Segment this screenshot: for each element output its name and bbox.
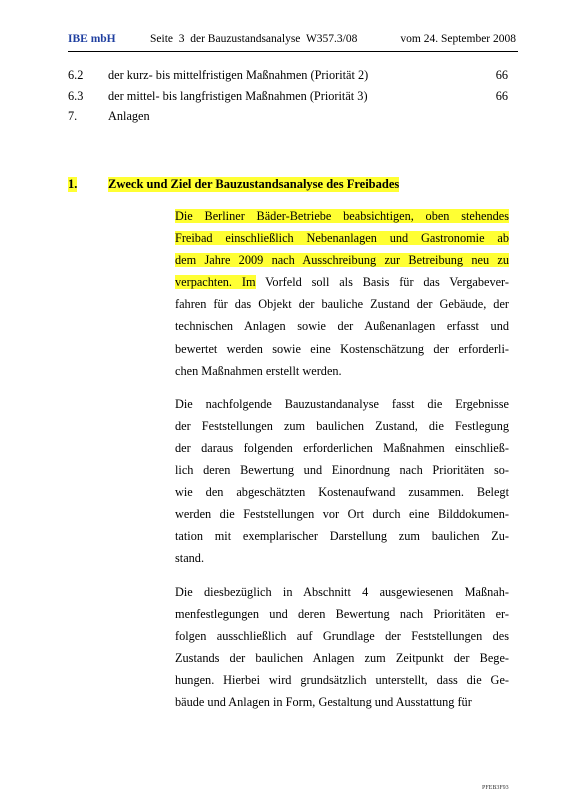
text-run: tation mit exemplarischer Darstellung zum baulichen Zu- <box>175 529 509 544</box>
highlighted-text: Die Berliner Bäder-Betriebe beabsichtigen, oben stehendes <box>175 209 509 223</box>
text-run: Vorfeld soll als Basis für das Vergabever- <box>255 275 509 290</box>
text-line <box>175 691 509 713</box>
toc-number: 7. <box>68 109 78 123</box>
text-line <box>175 293 509 315</box>
toc-entry <box>68 109 508 130</box>
text-line <box>175 481 509 503</box>
text-run: wie den abgeschätzten Kostenaufwand zusammen. Belegt <box>175 485 509 500</box>
text-run: menfestlegungen und deren Bewertung nach Prioritäten er- <box>175 606 509 621</box>
text-line <box>175 459 509 481</box>
text-line <box>175 315 509 337</box>
text-line <box>175 415 509 437</box>
text-run: technischen Anlagen sowie der Außenanlagen erfasst und <box>175 319 509 334</box>
highlighted-text: Freibad einschließlich Nebenanlagen und Gastronomie ab <box>175 231 509 246</box>
toc-entry <box>68 89 508 110</box>
section-number: 1. <box>68 177 78 191</box>
company-name: IBE mbH <box>68 33 116 45</box>
text-run: folgen ausschließlich auf Grundlage der Feststellungen des <box>175 628 509 643</box>
toc-number: 6.2 <box>68 68 84 82</box>
text-run: Zustands der baulichen Anlagen zum Zeitpunkt der Bege- <box>175 650 509 665</box>
toc-number: 6.3 <box>68 88 84 103</box>
paragraph <box>175 205 509 382</box>
paragraph <box>175 581 509 714</box>
text-line <box>175 437 509 459</box>
text-line <box>175 603 509 625</box>
text-line <box>175 525 509 547</box>
highlighted-text: verpachten. Im <box>175 275 256 290</box>
text-line <box>175 647 509 669</box>
text-line <box>175 547 509 569</box>
page-header <box>68 33 518 52</box>
toc-page: 66 <box>495 68 508 82</box>
document-date: vom 24. September 2008 <box>400 33 516 45</box>
text-run: bewertet werden sowie eine Kostenschätzung der erforderli- <box>175 341 509 356</box>
text-run: Die nachfolgende Bauzustandanalyse fasst die Ergebnisse <box>175 396 509 411</box>
text-run: hungen. Hierbei wird grundsätzlich unterstellt, dass die Ge- <box>175 672 509 687</box>
section-title: Zweck und Ziel der Bauzustandsanalyse des Freibades <box>108 177 400 191</box>
document-code: PFEB3F93 <box>482 785 509 791</box>
text-line <box>175 227 509 249</box>
text-line <box>175 360 509 382</box>
text-run: lich deren Bewertung und Einordnung nach Prioritäten so- <box>175 463 509 478</box>
highlighted-text: dem Jahre 2009 nach Ausschreibung zur Betreibung neu zu <box>175 253 509 268</box>
text-run: fahren für das Objekt der bauliche Zustand der Gebäude, der <box>175 297 509 312</box>
text-run: werden die Feststellungen vor Ort durch eine Bilddokumen- <box>175 507 509 522</box>
toc-title: der kurz- bis mittelfristigen Maßnahmen (Priorität 2) <box>108 68 369 82</box>
text-run: stand. <box>175 551 205 566</box>
toc-page: 66 <box>495 88 508 103</box>
text-run: der Feststellungen zum baulichen Zustand, die Festlegung <box>175 418 509 433</box>
page-info: Seite 3 der Bauzustandsanalyse W357.3/08 <box>150 33 358 45</box>
text-line <box>175 393 509 415</box>
text-run: Die diesbezüglich in Abschnitt 4 ausgewiesenen Maßnah- <box>175 584 509 599</box>
text-run: der daraus folgenden erforderlichen Maßnahmen einschließ- <box>175 440 509 455</box>
text-run: chen Maßnahmen erstellt werden. <box>175 363 342 378</box>
text-line <box>175 271 509 293</box>
text-line <box>175 205 509 227</box>
text-line <box>175 669 509 691</box>
toc-title: der mittel- bis langfristigen Maßnahmen (Priorität 3) <box>108 88 368 103</box>
paragraph <box>175 393 509 570</box>
toc-entry <box>68 68 508 89</box>
text-line <box>175 581 509 603</box>
table-of-contents <box>68 68 508 130</box>
toc-title: Anlagen <box>108 109 150 123</box>
text-line <box>175 338 509 360</box>
text-line <box>175 503 509 525</box>
text-line <box>175 249 509 271</box>
text-run: bäude und Anlagen in Form, Gestaltung und Ausstattung für <box>175 694 472 709</box>
text-line <box>175 625 509 647</box>
body-text <box>175 205 509 724</box>
